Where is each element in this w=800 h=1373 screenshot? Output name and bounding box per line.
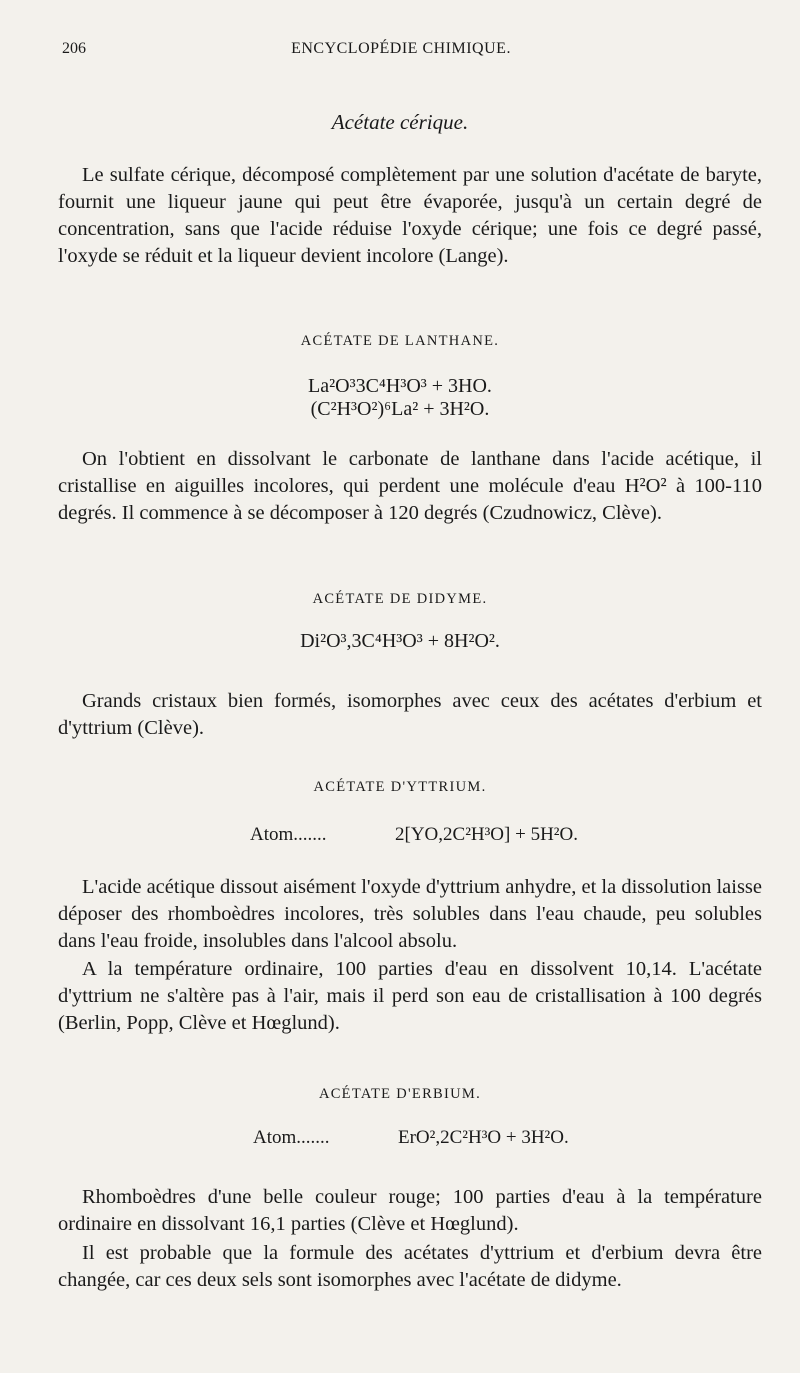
paragraph-erbium-1: Rhomboèdres d'une belle couleur rouge; 100 parties d'eau à la température ordinaire en dissolvant 16,1 parties (Clève et Hœglund). xyxy=(58,1186,762,1235)
page-number: 206 xyxy=(62,40,86,57)
formula-erbium: ErO²,2C²H³O + 3H²O. xyxy=(398,1127,569,1148)
atom-label: Atom....... xyxy=(250,824,327,845)
paragraph-lanthane: On l'obtient en dissolvant le carbonate de lanthane dans l'acide acétique, il cristallise en aiguilles incolores, qui perdent une molécule d'eau H²O² à 100-110 degrés. Il commence à se décomposer à 120 degrés (Czudnowicz, Clève). xyxy=(58,448,762,524)
page-header xyxy=(62,40,740,64)
paragraph-yttrium-2: A la température ordinaire, 100 parties d'eau en dissolvent 10,14. L'acétate d'yttrium ne s'altère pas à l'air, mais il perd son eau de cristallisation à 100 degrés (Berlin, Popp, Clève et Hœglund). xyxy=(58,958,762,1034)
formula-lanthane-1: La²O³3C⁴H³O³ + 3HO. xyxy=(308,375,492,397)
section-title-didyme: ACÉTATE DE DIDYME. xyxy=(312,591,488,607)
section-title-cerique: Acétate cérique. xyxy=(331,110,469,134)
atom-line-erbium xyxy=(253,1127,569,1149)
atom-label: Atom....... xyxy=(253,1127,330,1148)
running-title: ENCYCLOPÉDIE CHIMIQUE. xyxy=(291,40,511,57)
section-title-erbium: ACÉTATE D'ERBIUM. xyxy=(318,1086,482,1102)
atom-line-yttrium xyxy=(250,824,578,846)
paragraph-cerique: Le sulfate cérique, décomposé complètement par une solution d'acétate de baryte, fournit une liqueur jaune qui peut être évaporée, jusqu'à un certain degré de concentration, sans que l'acide réduise l'oxyde cérique; une fois ce degré passé, l'oxyde se réduit et la liqueur devient incolore (Lange). xyxy=(58,164,762,267)
formula-lanthane-2: (C²H³O²)⁶La² + 3H²O. xyxy=(310,398,490,420)
formula-yttrium: 2[YO,2C²H³O] + 5H²O. xyxy=(395,824,578,845)
paragraph-erbium-2: Il est probable que la formule des acétates d'yttrium et d'erbium devra être changée, car ces deux sels sont isomorphes avec l'acétate de didyme. xyxy=(58,1242,762,1291)
paragraph-yttrium-1: L'acide acétique dissout aisément l'oxyde d'yttrium anhydre, et la dissolution laisse déposer des rhomboèdres incolores, très solubles dans l'eau chaude, peu solubles dans l'eau froide, insolubles dans l'alcool absolu. xyxy=(58,876,763,952)
section-title-yttrium: ACÉTATE D'YTTRIUM. xyxy=(313,779,487,795)
formula-didyme: Di²O³,3C⁴H³O³ + 8H²O². xyxy=(300,630,500,652)
section-title-lanthane: ACÉTATE DE LANTHANE. xyxy=(300,333,500,349)
paragraph-didyme: Grands cristaux bien formés, isomorphes avec ceux des acétates d'erbium et d'yttrium (Clève). xyxy=(58,690,762,739)
